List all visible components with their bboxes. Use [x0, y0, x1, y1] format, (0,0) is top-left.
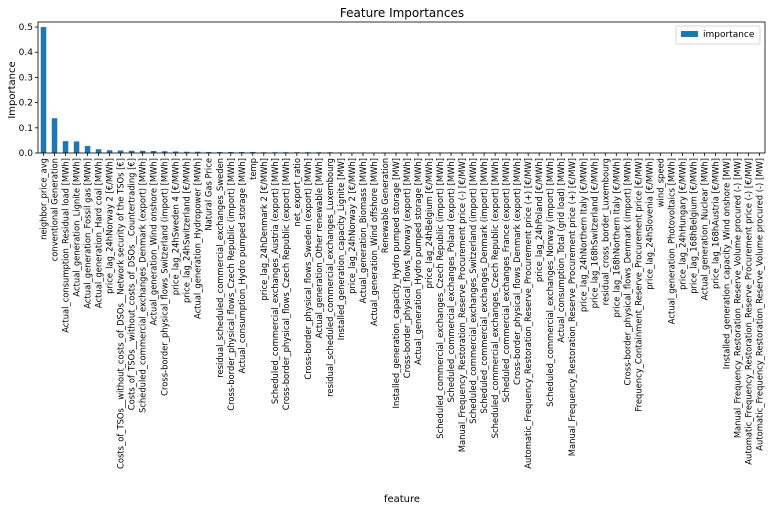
x-tick-label: price_lag_24hBelgium [€/MWh] [424, 158, 435, 289]
x-tick-label: Scheduled_commercial_exchanges_Czech Republic (export) [MWh] [490, 158, 501, 439]
x-tick-label: price_lag_24hHungary [€/MWh] [677, 158, 688, 290]
chart-title: Feature Importances [339, 6, 465, 20]
x-tick-label: Scheduled_commercial_exchanges_Poland (export) [MWh] [446, 158, 457, 403]
x-tick-label: Actual_consumption_Total (grid load) [MWh] [556, 158, 567, 343]
y-axis-ticks [19, 23, 38, 159]
x-tick-label: price_lag_24hNorway 2 [€/MWh] [346, 158, 357, 294]
x-tick-label: price_lag_168hNorthern Italy [€/MWh] [611, 158, 622, 318]
x-tick-label: Cross-border_physical_flows_Denmark (import) [MWh] [622, 158, 633, 386]
x-tick-label: Cross-border_physical_flows_Czech Republic (export) [MWh] [280, 158, 291, 411]
x-tick-label: Renewable Generation [379, 158, 390, 254]
x-tick-label: Actual_generation_Lignite [MWh] [71, 158, 82, 297]
x-tick-label: residual_scheduled_commercial_exchanges_Sweden [214, 158, 225, 378]
x-tick-label: Cross-border_physical_flows_Czech Republic (import) [MWh] [225, 158, 236, 411]
x-tick-label: Installed_generation_capacity_Lignite [MW] [335, 158, 346, 341]
bar [63, 141, 69, 153]
x-tick-label: price_lag_168hAustria [€/MWh] [710, 158, 721, 290]
y-tick-label: 0.5 [18, 23, 33, 34]
bar [41, 27, 47, 153]
x-tick-label: Manual_Frequency_Restoration_Reserve_Procurement price (-) [€/MW] [457, 158, 468, 453]
bar [52, 118, 58, 153]
x-tick-label: Scheduled_commercial_exchanges_Czech Republic (import) [MWh] [435, 158, 446, 439]
x-tick-label: price_lag_24hDenmark 2 [€/MWh] [258, 158, 269, 301]
x-tick-label: Frequency_Containment_Reserve_Procurement price [€/MW] [633, 158, 644, 412]
legend-label: importance [703, 30, 755, 40]
x-tick-label: wind_speed [655, 158, 666, 208]
x-tick-label: price_lag_24hSweden 4 [€/MWh] [170, 158, 181, 296]
x-tick-label: residual_scheduled_commercial_exchanges_Luxembourg [324, 158, 335, 397]
x-tick-label: Cross-border_physical_flows_Sweden (export) [MWh] [302, 158, 313, 380]
y-tick-label: 0.0 [18, 149, 33, 159]
legend-swatch [681, 31, 698, 37]
x-tick-label: Natural Gas Price [203, 158, 214, 231]
x-tick-label: Cross-border_physical_flows_Denmark (export) [MWh] [512, 158, 523, 385]
x-tick-label: price_lag_24hNorthern Italy [€/MWh] [578, 158, 589, 313]
x-tick-label: conventional Generation [49, 158, 60, 262]
x-tick-label: Actual_consumption_Residual load [MWh] [60, 158, 71, 333]
x-tick-label: net_export_ratio [291, 158, 302, 227]
x-tick-label: Scheduled_commercial_exchanges_Norway (import) [MWh] [545, 158, 556, 407]
bar [107, 150, 113, 153]
x-tick-label: Actual_generation_Hydro pumped storage [MWh] [413, 158, 424, 365]
x-tick-label: neighbor_price_avg [38, 158, 49, 240]
x-tick-label: Costs_of_TSOs__without_costs_of_DSOs__Network security of the TSOs [€] [115, 158, 126, 469]
x-axis-label: feature [383, 494, 421, 505]
x-tick-label: Automatic_Frequency_Restoration_Reserve_Volume procured (-) [MW] [754, 158, 765, 451]
y-axis-label: Importance [7, 61, 18, 119]
bars-group [41, 27, 762, 153]
y-tick-label: 0.2 [18, 98, 33, 109]
bar [96, 149, 102, 153]
x-tick-label: Scheduled_commercial_exchanges_France (export) [MWh] [501, 158, 512, 403]
x-tick-label: price_lag_168hBelgium [€/MWh] [688, 158, 699, 294]
x-tick-label: Scheduled_commercial_exchanges_Switzerland (import) [MWh] [468, 158, 479, 424]
x-tick-label: Cross-border_physical_flows_Norway (export) [MWh] [402, 158, 413, 379]
x-tick-label: residual_cross_border_Luxembourg [600, 158, 611, 306]
bar [85, 146, 91, 153]
x-tick-label: Actual_generation_Photovoltaics [MWh] [666, 158, 677, 325]
x-tick-label: Scheduled_commercial_exchanges_Denmark (import) [MWh] [479, 158, 490, 414]
x-tick-label: Cross-border_physical_flows_Switzerland (import) [MWh] [159, 158, 170, 396]
x-tick-label: Costs_of_TSOs__without_costs_of_DSOs__Countertrading [€] [126, 158, 137, 411]
x-tick-label: Automatic_Frequency_Restoration_Reserve_Procurement price (+) [€/MW] [523, 158, 534, 469]
x-tick-label: price_lag_168hSwitzerland [€/MWh] [589, 158, 600, 309]
x-tick-label: Actual_generation_Other renewable [MWh] [313, 158, 324, 339]
x-tick-label: Installed_generation_capacity_Wind onshore [MW] [721, 158, 732, 370]
x-tick-label: price_lag_24hNorway 2 [€/MWh] [104, 158, 115, 294]
x-tick-label: Automatic_Frequency_Restoration_Reserve_Procurement price (-) [€/MW] [743, 158, 754, 465]
x-tick-label: Actual_generation_Biomass [MWh] [357, 158, 368, 304]
x-tick-label: price_lag_24hPoland [€/MWh] [534, 158, 545, 283]
x-tick-label: Actual_generation_Hydropower [MWh] [192, 158, 203, 320]
legend [676, 26, 760, 44]
x-tick-label: Actual_generation_Fossil gas [MWh] [82, 158, 93, 309]
x-tick-label: temp [247, 158, 258, 180]
x-tick-label: Actual_generation_Hard coal [MWh] [93, 158, 104, 309]
x-tick-label: Scheduled_commercial_exchanges_Denmark (export) [MWh] [137, 158, 148, 414]
x-tick-label: price_lag_24hSlovenia [€/MWh] [644, 158, 655, 290]
plot-frame [38, 22, 765, 153]
x-tick-label: Scheduled_commercial_exchanges_Austria (export) [MWh] [269, 158, 280, 405]
x-tick-label: Manual_Frequency_Restoration_Reserve_Volume procured (-) [MW] [732, 158, 743, 439]
bar [74, 141, 80, 153]
x-tick-label: Actual_generation_Wind onshore [MWh] [148, 158, 159, 326]
x-tick-label: Installed_generation_capacity_Hydro pumped storage [MW] [390, 158, 401, 409]
x-tick-label: Manual_Frequency_Restoration_Reserve_Procurement price (+) [€/MW] [567, 158, 578, 457]
x-tick-label: Actual_generation_Nuclear [MWh] [699, 158, 710, 301]
y-tick-label: 0.1 [18, 123, 33, 134]
x-tick-label: Actual_consumption_Hydro pumped storage [MWh] [236, 158, 247, 374]
x-tick-label: price_lag_24hSwitzerland [€/MWh] [181, 158, 192, 303]
x-tick-label: Actual_generation_Wind offshore [MWh] [368, 158, 379, 326]
y-tick-label: 0.3 [18, 73, 33, 84]
y-tick-label: 0.4 [18, 48, 33, 59]
x-axis-ticks [39, 153, 765, 469]
